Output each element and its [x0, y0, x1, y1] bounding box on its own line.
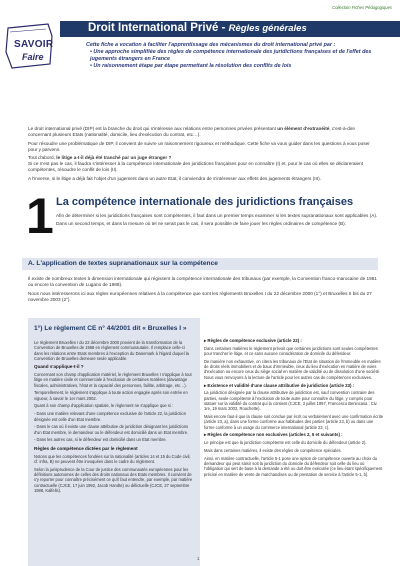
intro-lead: Cette fiche a vocation à faciliter l'apprentissage des mécanismes du droit international privé par : — [86, 42, 336, 48]
page-title: Droit International Privé - Règles générales — [88, 22, 307, 34]
paragraph: - Dans le cas où il existe une clause attributive de juridiction désignant les juridictions d'un Etat membre, le demandeur ou le défendeur est domicilié dans un Etat membre. — [34, 424, 189, 435]
badge-line2: Faire — [22, 52, 44, 62]
paragraph: Ainsi, en matière contractuelle, l'article 5-1 pose une option de compétence ouverte au choix du demandeur qui peut saisir soit la juridiction du domicile du défendeur soit celle du lieu où l'obligation qui sert de base à la demande a été ou doit être exécutée (ce lieu étant spécifiquement précisé en matière de vente de marchandises ou de prestation de service à l'article 5-1, b). — [204, 455, 383, 477]
paragraph: Dans un second temps, et dans la mesure où tel ne serait pas le cas, il sera possible de faire jouer les règles ordinaires de compétence (B). — [56, 221, 346, 226]
paragraph: Il existe de nombreux textes à dimension internationale qui régissent la compétence internationale des tribunaux (par exemple, la Convention franco-marocaine de 1981 ou encore la convention de Lugano de 1988). — [28, 276, 377, 287]
badge-line1: SAVOIR — [14, 39, 54, 50]
section-description — [56, 213, 386, 229]
subheading: Quand s'applique-t-il ? — [34, 364, 84, 370]
subheading: ▸ Règles de compétence non exclusives (articles 2, 5 et suivants) : — [204, 432, 343, 438]
paragraph: Mais encore faut-il que la clause soit conclue par écrit ou verbalement avec une confirmation écrite (article 23, a), dans une forme conforme aux habitudes des parties (article 23, b) ou dans une forme conforme à un usage du commerce international (article 23, c). — [204, 414, 384, 430]
paragraph: Le principe est que la juridiction compétente est celle du domicile du défendeur (article 2). — [204, 440, 367, 446]
panel-body — [34, 340, 194, 496]
part-a-band — [22, 258, 378, 270]
paragraph: Selon la jurisprudence de la Cour de justice des communautés européennes pour les définitions autonomes de celles des droits nationaux des Etats membres. Il convient de s'y reporter pour connaître précisément ce qu'il faut entendre, par exemple, par matière contractuelle (CJCE, 17 juin 1992, Jacob Handte) ou délictuelle (CJCE, 27 septembre 1988, Kalfelis). — [34, 466, 193, 493]
title-bar — [60, 21, 400, 37]
part-a-title: A. L'application de textes supranationaux sur la compétence — [28, 260, 218, 267]
right-column — [204, 338, 384, 480]
paragraph: Mais dans certaines matières, il existe des règles de compétence spéciales. — [204, 448, 342, 454]
savoir-faire-badge — [4, 22, 56, 70]
page-title-sub: Règles générales — [228, 23, 307, 34]
paragraph: Concernant son champ d'application matériel, le règlement Bruxelles I s'applique à tout litige en matière civile et commerciale à l'exclusion de certaines matières (davantage fiscales, administratives, l'état et la capacité des personnes, faillite, arbitrage, etc…). — [34, 371, 192, 388]
paragraph: - Dans une matière relevant d'une compétence exclusive de l'article 22, la juridiction désignée est celle d'un Etat membre. — [34, 411, 186, 422]
subheading: Règles de compétence dictées par le règlement — [34, 445, 138, 451]
paragraph: De manière non exhaustive, on citera les tribunaux de l'Etat de situation de l'immeuble en matière de droits réels immobiliers et de baux d'immeuble, ceux du lieu d'exécution en matière de voies d'exécution ou encore ceux du siège social en matière de validité ou de dissolution d'une société. Nous vous renvoyons à la lecture de l'article pour les autres cas de compétences exclusives. — [204, 358, 381, 380]
paragraph: Tout d'abord, le litige a-t-il déjà été tranché par un juge étranger ? Si ce n'est pas le cas, il faudra s'intéresser à la compétence internationale des juridictions françaises pour en connaître (I) et, pour le cas où elles se déclareraient compétentes, résoudre le conflit de lois (II). — [28, 155, 364, 172]
paragraph: - Dans les autres cas, si le défendeur est domicilié dans un Etat membre. — [34, 437, 167, 443]
paragraph: Afin de déterminer si les juridictions françaises sont compétentes, il faut dans un premier temps examiner si les textes supranationaux sont applicables (A). — [56, 213, 378, 218]
paragraph: Dans certaines matières le règlement prévoit que certaines juridictions sont seules compétentes pour trancher le litige, et ce sans aucune considération de domicile du défendeur. — [204, 345, 378, 357]
paragraph: Quant à son champ d'application spatiale, le règlement ne s'applique que si : — [34, 403, 174, 409]
paragraph: Pour résoudre une problématique de DIP, il convient de suivre un raisonnement rigoureux et méthodique. Cette fiche va vous guider dans les questions à vous poser pour y parvenir. — [28, 140, 370, 152]
section-title: La compétence internationale des juridictions françaises — [56, 196, 354, 208]
paragraph: A l'inverse, si le litige a déjà fait l'objet d'un jugement dans un autre Etat, il conviendra de s'intéresser aux effets des jugements étrangers (III). — [28, 175, 321, 181]
paragraph: Le règlement Bruxelles I du 22 décembre 2000 provient de la transformation de la Convention de Bruxelles de 1968 en règlement communautaire. Il remplace celle-ci dans les relations entre Etats membres à l'exception du Danemark à l'égard duquel la Convention de Bruxelles demeure seule applicable. — [34, 340, 189, 361]
paragraph: La juridiction désignée par la clause attributive de juridiction est, sauf convention contraire des parties, seule compétente à l'exclusion de toute autre pour connaître du litige, y compris pour statuer sur la validité du contrat qui la contient (CJCE, 3 juillet 1997, Francesco Benincasa ; Civ. 1re, 19 mars 2002, Rouchette). — [204, 390, 378, 412]
part-a-text — [28, 276, 378, 305]
paragraph: Notons que les compétences fondées sur la nationalité (articles 14 et 15 du Code civil, cf. infra, B) ne peuvent être invoquées dans le cadre du règlement. — [34, 453, 191, 464]
intro-bullet: • Un raisonnement étape par étape permettant la résolution des conflits de lois — [90, 63, 292, 69]
intro-text — [28, 126, 378, 184]
intro-box — [86, 42, 386, 70]
section-number: 1 — [26, 188, 54, 244]
subheading: ▸ Règles de compétence exclusive (article 22) : — [204, 338, 302, 343]
collection-label: Collection Fiches Pédagogiques — [332, 5, 392, 10]
paragraph: Le droit international privé (DIP) est la branche du droit qui s'intéresse aux relations entre personnes privées présentant un élément d'extranéité, c'est-à-dire concernant plusieurs Etats (nationalité, domicile, lieu d'exécution du contrat, etc…). — [28, 126, 356, 137]
bruxelles-i-panel — [28, 318, 200, 566]
paragraph: Nous nous intéresserons ici aux règles européennes relatives à la compétence que sont les règlements Bruxelles I du 22 décembre 2000 (1°) et Bruxelles II bis du 27 novembre 2003 (2°). — [28, 290, 372, 302]
intro-bullet: • Une approche simplifiée des règles de compétence internationale des juridictions françaises et de l'effet des jugements étrangers en France — [90, 49, 372, 62]
paragraph: Temporellement, le règlement s'applique à toute action engagée après son entrée en vigueur, à savoir le 1er mars 2002. — [34, 390, 188, 401]
page-number: 1 — [197, 556, 200, 561]
panel-heading: 1°) Le règlement CE n° 44/2001 dit « Bruxelles I » — [34, 325, 187, 332]
subheading: ▸ Existence et validité d'une clause attributive de juridiction (article 23) : — [204, 382, 355, 388]
